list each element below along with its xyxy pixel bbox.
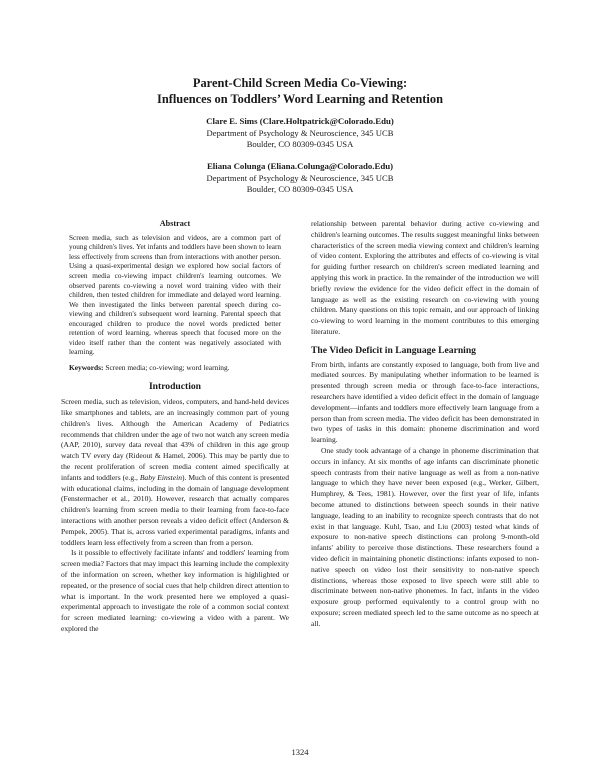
author-name: Eliana Colunga (Eliana.Colunga@Colorado.Edu) xyxy=(206,161,394,171)
intro-paragraph-2: Is it possible to effectively facilitate infants' and toddlers' learning from screen media? Factors that may impact this learning include the complexity of the information on screen, whether key information is highlighted or repeated, or the presence of social cues that help children direct attention to what is important. In the work presented here we employed a quasi-experimental approach to investigate the role of a common social context for screen mediated learning: co-viewing a video with a parent. We explored the xyxy=(61,548,290,633)
introduction-heading: Introduction xyxy=(148,381,202,393)
abstract-text: Screen media, such as television and videos, are a common part of young children's lives. Yet infants and toddlers have been shown to learn less effectively from screens than from interactions with another person. Using a quasi-experimental design we explored how social factors of screen media co-viewing impact children's learning outcomes. We observed parents co-viewing a novel word training video with their children, then tested children for immediate and delayed word learning. We then investigated the links between parental speech during co-viewing and children's subsequent word learning. Parental speech that encouraged children to produce the novel words predicted better retention of word learning, whereas speech that focused more on the video itself rather than the content was negatively associated with learning. xyxy=(69,233,281,357)
video-deficit-paragraph-2: One study took advantage of a change in phoneme discrimination that occurs in infancy. At six months of age infants can discriminate phonetic speech contrasts from their native language as well as from a non-native language to which they have never been exposed (e.g., Werker, Gilbert, Humphrey, & Tees, 1981). However, over the first year of life, infants become attuned to distinctions between speech sounds in their native language, leading to an inability to recognize speech contrasts that do not exist in that language. Kuhl, Tsao, and Liu (2003) tested what kinds of exposure to non-native speech distinctions can prolong 9-month-old infants' ability to perceive those distinctions. These researchers found a video deficit in maintaining phonetic distinctions: infants exposed to non-native speech on video lost their sensitivity to non-native speech distinctions, whereas those exposed to live speech were still able to discriminate between non-native phonemes. In fact, infants in the video exposure group performed equivalently to a control group with no exposure; screen mediated speech led to the same outcome as no speech at all. xyxy=(311,445,539,628)
keywords-text: Screen media; co-viewing; word learning. xyxy=(105,362,230,372)
right-column xyxy=(311,219,539,629)
page-number: 1324 xyxy=(291,747,309,757)
title-line-2: Influences on Toddlers’ Word Learning and Retention xyxy=(157,92,443,106)
author-address: Boulder, CO 80309-0345 USA xyxy=(246,139,354,149)
title-line-1: Parent-Child Screen Media Co-Viewing: xyxy=(192,76,408,90)
author-block-2 xyxy=(60,161,540,196)
author-department: Department of Psychology & Neuroscience, 345 UCB xyxy=(206,172,394,183)
video-deficit-heading: The Video Deficit in Language Learning xyxy=(311,344,476,356)
intro-p1-part-a: Screen media, such as television, videos, computers, and hand-held devices like smartphones and tablets, are an increasingly common part of young children's lives. Although the American Academy of Pediatrics recommends that children under the age of two not watch any screen media (AAP, 2010), survey data reveal that 43% of children in this age group watch TV every day (Rideout & Hamel, 2006). This may be partly due to the recent proliferation of screen media content aimed specifically at infants and toddlers (e.g., xyxy=(61,397,289,482)
author-department: Department of Psychology & Neuroscience, 345 UCB xyxy=(206,127,394,138)
intro-paragraph-3: relationship between parental behavior during active co-viewing and children's learning outcomes. The results suggest meaningful links between characteristics of the screen media viewing context and children's learning of video content. Exploring the attributes and effects of co-viewing is vital for guiding further research on children's screen mediated learning and applying this work in practice. In the remainder of the introduction we will briefly review the evidence for the video deficit effect in the domain of language as well as the existing research on co-viewing with young children. Many questions on this topic remain, and our approach of linking co-viewing to word learning in the moment contributes to this emerging literature. xyxy=(311,219,539,336)
author-address: Boulder, CO 80309-0345 USA xyxy=(246,184,354,194)
intro-p1-part-b: ). Much of this content is presented with educational claims, including in the domain of language development (Fenstermacher et al., 2010). However, research that actually compares children's learning from screen media to their learning from face-to-face interactions with another person reveals a video deficit effect (Anderson & Pempek, 2005). That is, across varied experimental paradigms, infants and toddlers learn less effectively from a screen than from a person. xyxy=(61,472,289,547)
author-name: Clare E. Sims (Clare.Holtpatrick@Colorado.Edu) xyxy=(206,116,394,126)
author-block-1 xyxy=(60,116,540,151)
keywords-label: Keywords: xyxy=(69,362,104,372)
paper-title xyxy=(60,75,540,107)
keywords xyxy=(69,363,281,373)
video-deficit-paragraph-1: From birth, infants are constantly exposed to language, both from live and mediated sources. By manipulating whether information to be learned is presented through screen media or through face-to-face interactions, researchers have identified a video deficit effect in the domain of language development—infants and toddlers more effectively learn language from a person than from screen media. The video deficit has been demonstrated in two types of tasks in this domain: phoneme discrimination and word learning. xyxy=(311,359,539,445)
intro-paragraph-1 xyxy=(61,397,289,548)
abstract-section xyxy=(61,234,289,373)
abstract-heading: Abstract xyxy=(159,219,191,228)
left-column xyxy=(61,219,289,635)
intro-p1-italic: Baby Einstein xyxy=(139,472,182,482)
